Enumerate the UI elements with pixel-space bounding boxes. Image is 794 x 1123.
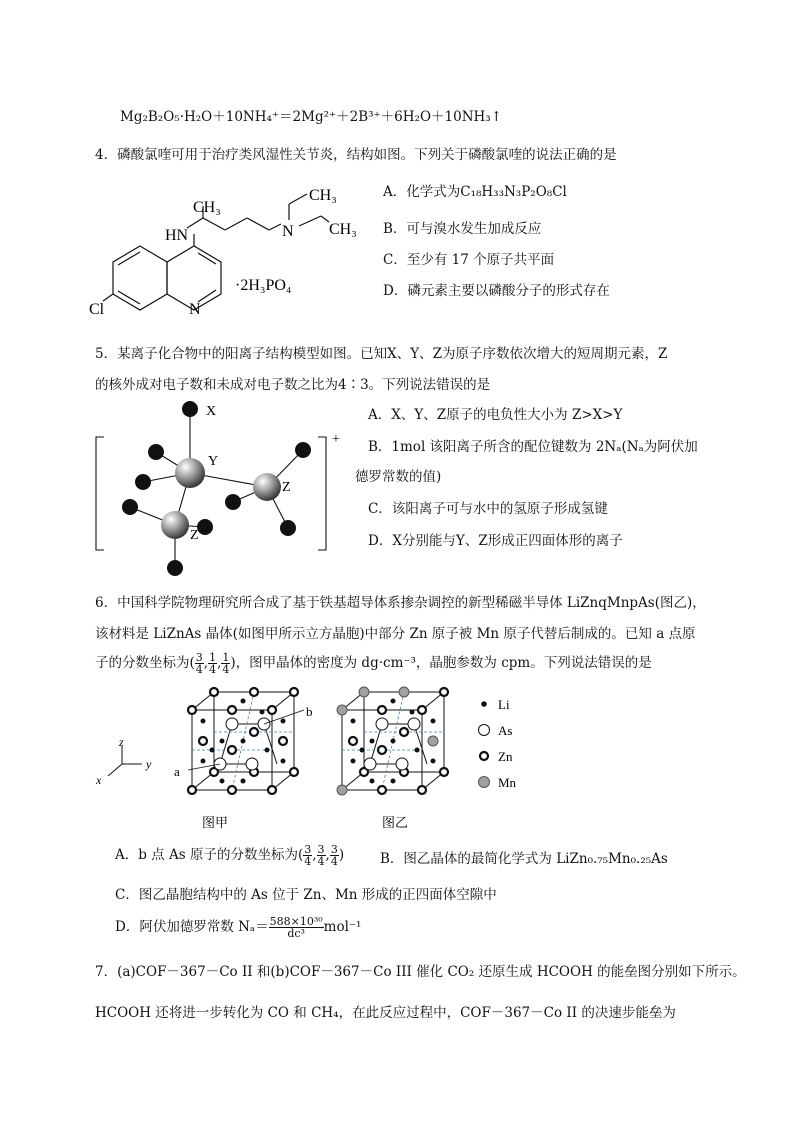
- z-label-bottom: Z: [190, 528, 199, 543]
- q6-option-c: C．图乙晶胞结构中的 As 位于 Zn、Mn 形成的正四面体空隙中: [115, 887, 497, 903]
- cl-label: Cl: [89, 301, 105, 318]
- q5-stem-line2: 的核外成对电子数和未成对电子数之比为4∶3。下列说法错误的是: [95, 377, 491, 393]
- legend: [479, 701, 490, 787]
- z-atom-right: [253, 473, 281, 501]
- q5-option-b-cont: 德罗常数的值): [355, 469, 442, 485]
- q6-line2: 该材料是 LiZnAs 晶体(如图甲所示立方晶胞)中部分 Zn 原子被 Mn 原子代替后制成的。已知 a 点原: [95, 626, 696, 642]
- q6-option-a: A．b 点 As 原子的分数坐标为( $\frac{3}{4}$ , $\frac{3}{4}$ , $\frac{3}{4}$ ): [115, 843, 345, 868]
- q5-option-d: D．X分别能与Y、Z形成正四面体形的离子: [368, 533, 623, 549]
- q7-line1: 7．(a)COF－367－Co II 和(b)COF－367－Co III 催化 CO₂ 还原生成 HCOOH 的能垒图分别如下所示。: [95, 964, 746, 980]
- b-coord-y: $\frac{3}{4}$: [317, 843, 325, 868]
- cube-jia: [188, 688, 304, 794]
- legend-as: As: [498, 723, 513, 738]
- axis-y: y: [146, 757, 152, 771]
- y-label: Y: [208, 454, 219, 469]
- top-equation: Mg₂B₂O₅·H₂O＋10NH₄⁺＝2Mg²⁺＋2B³⁺＋6H₂O＋10NH₃↑: [120, 109, 503, 125]
- phosphate-salt-label: ·2H₃PO₄: [235, 277, 292, 294]
- cation-model: [90, 395, 360, 585]
- ring-n-label: N: [189, 301, 201, 318]
- q4-option-b: B．可与溴水发生加成反应: [383, 221, 542, 237]
- q6-option-d: D．阿伏加德罗常数 Nₐ＝ $\frac{\text{588×10³⁰}}{\text{dc³}}$ mol⁻¹: [115, 915, 362, 940]
- q5-option-a: A．X、Y、Z原子的电负性大小为 Z>X>Y: [368, 407, 623, 423]
- legend-mn: Mn: [498, 775, 517, 790]
- x-label: X: [206, 404, 217, 419]
- axis-z: z: [119, 735, 124, 749]
- crystal-figures: [92, 684, 542, 834]
- ch3-a-label: CH₃: [309, 187, 337, 204]
- cube-yi: [337, 687, 448, 795]
- q5-stem-line1: 5．某离子化合物中的阳离子结构模型如图。已知X、Y、Z为原子序数依次增大的短周期元素，Z: [95, 346, 668, 362]
- amine-n-label: N: [282, 223, 294, 240]
- z-atom-bottom: [161, 511, 189, 539]
- hn-label: HN: [165, 227, 189, 244]
- caption-jia: 图甲: [202, 815, 229, 830]
- q6-line1: 6．中国科学院物理研究所合成了基于铁基超导体系掺杂调控的新型稀磁半导体 LiZnqMnpAs(图乙)，: [95, 595, 706, 611]
- q4-option-a: A．化学式为C₁₈H₃₃N₃P₂O₈Cl: [383, 184, 567, 200]
- legend-zn: Zn: [498, 749, 513, 764]
- q7-line2: HCOOH 还将进一步转化为 CO 和 CH₄，在此反应过程中，COF－367－Co II 的决速步能垒为: [95, 1005, 676, 1021]
- q5-option-c: C．该阳离子可与水中的氢原子形成氢键: [368, 501, 608, 517]
- q4-option-d: D．磷元素主要以磷酸分子的形式存在: [383, 283, 610, 299]
- a-coord-x: $\frac{3}{4}$: [195, 651, 203, 676]
- caption-yi: 图乙: [382, 815, 409, 830]
- legend-li: Li: [498, 697, 510, 712]
- point-b-label: b: [306, 704, 313, 719]
- ch3-b-label: CH₃: [329, 221, 357, 238]
- q5-option-b: B．1mol 该阳离子所含的配位键数为 2Nₐ(Nₐ为阿伏加: [368, 439, 698, 455]
- na-fraction: $\frac{\text{588×10³⁰}}{\text{dc³}}$: [269, 915, 323, 940]
- y-atom: [175, 458, 205, 488]
- b-coord-x: $\frac{3}{4}$: [304, 843, 312, 868]
- q4-stem: 4．磷酸氯喹可用于治疗类风湿性关节炎，结构如图。下列关于磷酸氯喹的说法正确的是: [95, 147, 617, 163]
- z-label-right: Z: [282, 480, 291, 495]
- a-coord-z: $\frac{1}{4}$: [222, 651, 230, 676]
- chloroquine-structure: [85, 178, 375, 323]
- a-coord-y: $\frac{1}{4}$: [209, 651, 217, 676]
- b-coord-z: $\frac{3}{4}$: [330, 843, 338, 868]
- axis-x: x: [96, 773, 102, 787]
- q4-option-c: C．至少有 17 个原子共平面: [383, 252, 555, 268]
- q6-line3: 子的分数坐标为( $\frac{3}{4}$ , $\frac{1}{4}$ , $\frac{1}{4}$ )，图甲晶体的密度为 dg·cm⁻³，晶胞参数为 cpm。下列说法错误的是: [95, 651, 652, 676]
- ch3-top-label: CH₃: [193, 199, 221, 216]
- charge-label: +: [332, 432, 340, 447]
- q6-option-b: B．图乙晶体的最简化学式为 LiZn₀.₇₅Mn₀.₂₅As: [380, 851, 668, 867]
- point-a-label: a: [174, 764, 180, 779]
